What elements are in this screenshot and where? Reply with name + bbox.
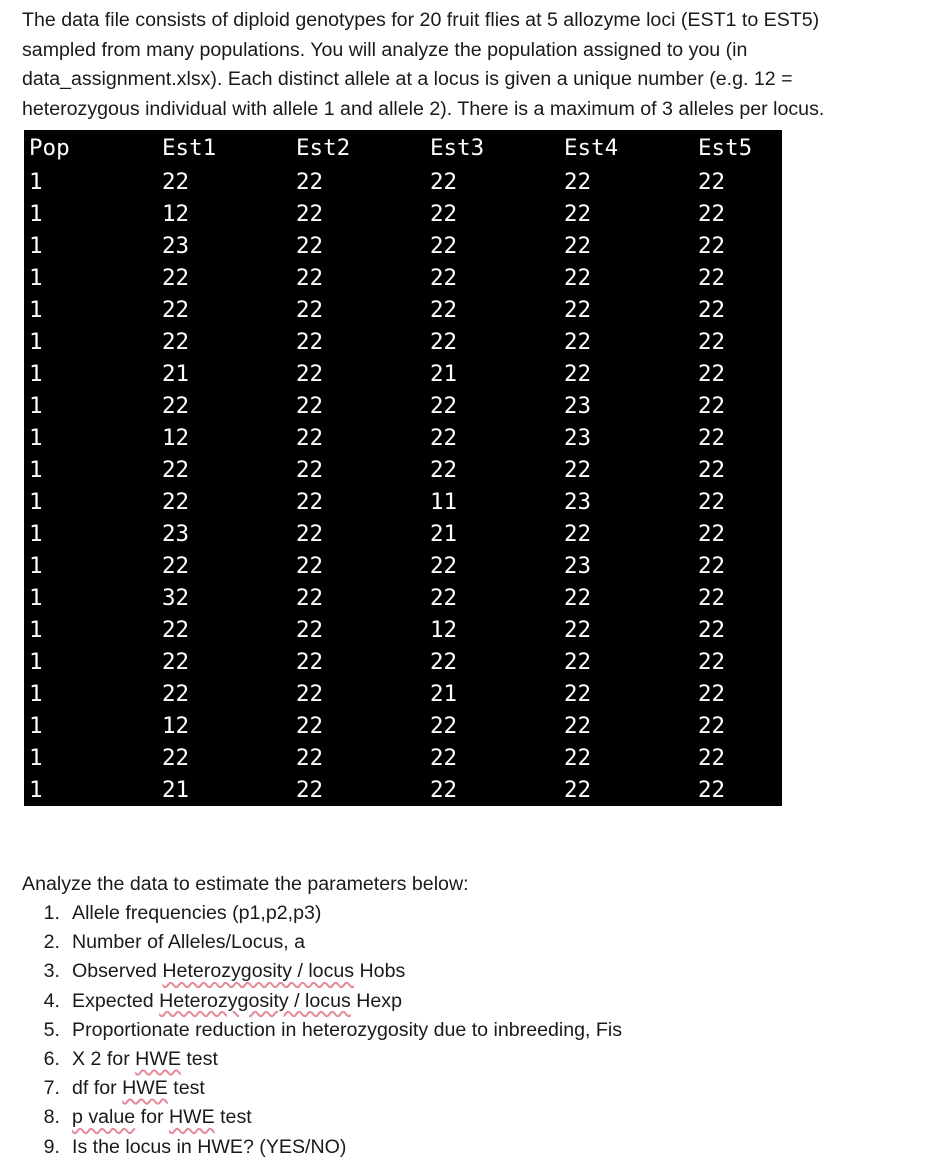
table-cell: 22 (296, 169, 324, 195)
table-row (24, 678, 782, 710)
table-header-row (24, 130, 782, 166)
table-cell: 1 (29, 169, 43, 195)
list-item (22, 1103, 622, 1132)
table-row (24, 166, 782, 198)
table-cell: 22 (296, 489, 324, 515)
table-cell: 22 (430, 457, 458, 483)
table-row (24, 742, 782, 774)
table-cell: 22 (296, 713, 324, 739)
table-cell: 22 (296, 745, 324, 771)
table-cell: 22 (430, 585, 458, 611)
table-cell: 22 (296, 265, 324, 291)
table-cell: 12 (430, 617, 458, 643)
table-cell: 22 (296, 649, 324, 675)
table-cell: 22 (296, 425, 324, 451)
list-item-text: test (180, 1047, 218, 1070)
column-header-est5: Est5 (698, 135, 753, 161)
table-cell: 1 (29, 617, 43, 643)
table-row (24, 358, 782, 390)
table-cell: 22 (162, 329, 190, 355)
table-cell: 22 (430, 393, 458, 419)
table-row (24, 710, 782, 742)
table-cell: 21 (162, 777, 190, 803)
table-cell: 1 (29, 649, 43, 675)
list-item (22, 1074, 622, 1103)
table-cell: 23 (162, 233, 190, 259)
intro-line: heterozygous individual with allele 1 and allele 2). There is a maximum of 3 alleles per locus. (22, 97, 825, 120)
table-cell: 22 (564, 745, 592, 771)
table-cell: 22 (698, 393, 726, 419)
table-row (24, 614, 782, 646)
table-cell: 22 (430, 297, 458, 323)
list-item-text: X 2 for (72, 1047, 136, 1070)
table-cell: 22 (698, 265, 726, 291)
table-cell: 22 (564, 585, 592, 611)
spellcheck-underlined-text: p value (72, 1106, 136, 1129)
table-cell: 22 (162, 297, 190, 323)
table-cell: 22 (698, 617, 726, 643)
table-cell: 1 (29, 361, 43, 387)
genotype-data-table (24, 130, 782, 806)
table-cell: 22 (698, 713, 726, 739)
table-cell: 23 (564, 393, 592, 419)
table-cell: 12 (162, 425, 190, 451)
table-cell: 22 (430, 329, 458, 355)
intro-line: The data file consists of diploid genotypes for 20 fruit flies at 5 allozyme loci (EST1 to EST5) (22, 9, 820, 31)
table-cell: 23 (564, 425, 592, 451)
table-cell: 22 (162, 617, 190, 643)
list-item-number: 1. (43, 902, 60, 924)
column-header-est3: Est3 (430, 135, 485, 161)
table-cell: 22 (296, 393, 324, 419)
table-cell: 21 (430, 521, 458, 547)
intro-line: sampled from many populations. You will analyze the population assigned to you (in (22, 38, 748, 61)
table-cell: 21 (430, 361, 458, 387)
table-row (24, 390, 782, 422)
table-cell: 22 (564, 681, 592, 707)
list-item-text: Number of Alleles/Locus, a (72, 931, 306, 954)
list-item (22, 1045, 622, 1074)
list-item-text: Allele frequencies (p1,p2,p3) (72, 902, 322, 924)
table-row (24, 486, 782, 518)
table-cell: 1 (29, 489, 43, 515)
list-item (22, 957, 622, 986)
spellcheck-underlined-text: Heterozygosity / locus (159, 989, 351, 1012)
table-cell: 22 (564, 265, 592, 291)
table-cell: 22 (564, 233, 592, 259)
table-cell: 1 (29, 329, 43, 355)
list-item-text: Proportionate reduction in heterozygosity due to inbreeding, Fis (72, 1018, 623, 1041)
table-cell: 22 (698, 553, 726, 579)
table-cell: 22 (296, 521, 324, 547)
parameter-list (22, 899, 622, 1162)
intro-line: data_assignment.xlsx). Each distinct allele at a locus is given a unique number (e.g. 12 = (22, 68, 793, 90)
list-item (22, 987, 622, 1016)
table-cell: 22 (564, 649, 592, 675)
table-row (24, 550, 782, 582)
table-cell: 12 (162, 713, 190, 739)
list-item-text: Hobs (354, 960, 406, 983)
table-cell: 22 (162, 457, 190, 483)
list-item-text: df for (72, 1077, 123, 1100)
spellcheck-underlined-text: Heterozygosity / locus (162, 960, 355, 983)
list-item-number: 9. (43, 1135, 60, 1158)
table-cell: 22 (564, 201, 592, 227)
table-cell: 1 (29, 233, 43, 259)
table-cell: 22 (564, 297, 592, 323)
table-cell: 22 (296, 585, 324, 611)
table-cell: 22 (564, 329, 592, 355)
table-cell: 22 (430, 169, 458, 195)
list-item-number: 5. (43, 1018, 60, 1041)
list-item-text: Observed (72, 960, 163, 983)
table-cell: 22 (698, 649, 726, 675)
table-cell: 11 (430, 489, 458, 515)
table-cell: 22 (296, 233, 324, 259)
spellcheck-underlined-text: HWE (135, 1047, 181, 1070)
table-cell: 1 (29, 777, 43, 803)
table-cell: 22 (296, 201, 324, 227)
table-cell: 22 (564, 169, 592, 195)
table-cell: 22 (296, 681, 324, 707)
table-cell: 1 (29, 681, 43, 707)
list-item-text: Expected (72, 989, 160, 1012)
table-row (24, 294, 782, 326)
table-cell: 22 (698, 521, 726, 547)
table-row (24, 454, 782, 486)
table-cell: 22 (564, 361, 592, 387)
table-cell: 22 (698, 777, 726, 803)
table-cell: 22 (296, 617, 324, 643)
table-cell: 22 (430, 713, 458, 739)
table-cell: 22 (162, 169, 190, 195)
table-cell: 23 (162, 521, 190, 547)
table-cell: 22 (162, 745, 190, 771)
list-item-number: 7. (43, 1077, 60, 1100)
table-cell: 22 (698, 329, 726, 355)
list-item-text: test (214, 1106, 252, 1129)
list-item-number: 3. (43, 960, 60, 983)
table-cell: 22 (430, 425, 458, 451)
table-row (24, 422, 782, 454)
table-cell: 22 (698, 425, 726, 451)
table-cell: 1 (29, 745, 43, 771)
table-cell: 22 (698, 489, 726, 515)
table-cell: 22 (162, 265, 190, 291)
table-cell: 1 (29, 201, 43, 227)
list-item-number: 2. (43, 931, 60, 954)
table-cell: 22 (564, 457, 592, 483)
table-cell: 32 (162, 585, 190, 611)
table-cell: 22 (698, 457, 726, 483)
column-header-est1: Est1 (162, 135, 217, 161)
table-cell: 22 (162, 649, 190, 675)
table-cell: 1 (29, 521, 43, 547)
table-cell: 22 (430, 233, 458, 259)
column-header-est2: Est2 (296, 135, 351, 161)
list-item (22, 1016, 622, 1045)
table-cell: 22 (296, 329, 324, 355)
table-row (24, 774, 782, 806)
table-body (24, 166, 782, 806)
list-item (22, 1133, 622, 1162)
table-cell: 22 (162, 553, 190, 579)
table-cell: 22 (564, 777, 592, 803)
table-cell: 22 (296, 553, 324, 579)
table-cell: 22 (564, 521, 592, 547)
list-item-number: 4. (43, 989, 60, 1012)
table-cell: 22 (296, 361, 324, 387)
table-row (24, 262, 782, 294)
table-row (24, 646, 782, 678)
table-cell: 23 (564, 553, 592, 579)
spellcheck-underlined-text: HWE (122, 1077, 168, 1100)
table-cell: 22 (162, 681, 190, 707)
column-header-est4: Est4 (564, 135, 619, 161)
table-cell: 22 (430, 553, 458, 579)
table-cell: 22 (162, 489, 190, 515)
table-cell: 22 (430, 201, 458, 227)
list-item (22, 899, 622, 928)
analysis-heading: Analyze the data to estimate the parameters below: (22, 873, 469, 895)
table-row (24, 582, 782, 614)
list-item-text: for (135, 1106, 169, 1129)
table-cell: 22 (698, 201, 726, 227)
table-cell: 22 (430, 777, 458, 803)
table-cell: 22 (564, 617, 592, 643)
table-row (24, 326, 782, 358)
table-row (24, 230, 782, 262)
table-cell: 22 (698, 297, 726, 323)
table-cell: 21 (430, 681, 458, 707)
table-cell: 22 (296, 297, 324, 323)
table-cell: 1 (29, 457, 43, 483)
list-item-text: test (167, 1077, 205, 1100)
list-item-number: 8. (43, 1106, 60, 1129)
table-cell: 1 (29, 425, 43, 451)
table-cell: 1 (29, 297, 43, 323)
column-header-pop: Pop (29, 135, 70, 161)
table-cell: 22 (698, 233, 726, 259)
table-cell: 1 (29, 393, 43, 419)
spellcheck-underlined-text: HWE (168, 1106, 215, 1129)
table-cell: 23 (564, 489, 592, 515)
table-cell: 1 (29, 585, 43, 611)
table-cell: 22 (698, 169, 726, 195)
table-cell: 12 (162, 201, 190, 227)
table-cell: 22 (430, 649, 458, 675)
list-item-text: Is the locus in HWE? (YES/NO) (72, 1135, 347, 1158)
list-item (22, 928, 622, 957)
list-item-number: 6. (43, 1047, 60, 1070)
table-cell: 22 (430, 265, 458, 291)
table-cell: 1 (29, 553, 43, 579)
intro-paragraph (22, 6, 932, 124)
table-cell: 22 (296, 777, 324, 803)
table-row (24, 518, 782, 550)
table-cell: 1 (29, 713, 43, 739)
table-row (24, 198, 782, 230)
table-cell: 22 (698, 585, 726, 611)
table-cell: 22 (430, 745, 458, 771)
table-cell: 22 (698, 745, 726, 771)
table-cell: 22 (296, 457, 324, 483)
table-cell: 1 (29, 265, 43, 291)
table-cell: 22 (698, 681, 726, 707)
table-cell: 21 (162, 361, 190, 387)
table-cell: 22 (162, 393, 190, 419)
table-cell: 22 (698, 361, 726, 387)
table-cell: 22 (564, 713, 592, 739)
list-item-text: Hexp (350, 989, 402, 1012)
